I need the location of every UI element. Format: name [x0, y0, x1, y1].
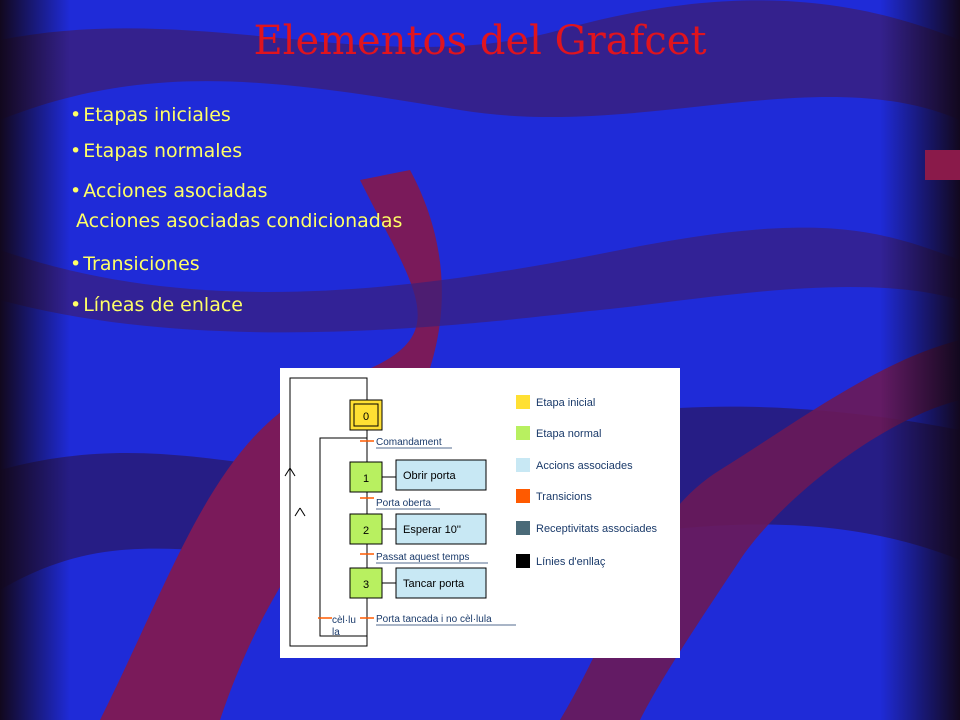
bullet-text: Líneas de enlace [83, 294, 243, 316]
step-number: 1 [362, 473, 370, 485]
legend [516, 395, 658, 568]
action-label: Esperar 10'' [403, 524, 462, 536]
legend-swatch [516, 458, 530, 472]
bullet-dot-icon: • [70, 253, 82, 275]
bullet-text: Etapas normales [83, 140, 243, 162]
legend-swatch [516, 521, 530, 535]
bullet-item [70, 104, 231, 126]
bullet-item [70, 294, 243, 316]
bullet-text: Acciones asociadas [83, 180, 268, 202]
slide-title: Elementos del Grafcet [253, 18, 707, 64]
bullet-subitem [76, 210, 402, 232]
bullet-item [70, 180, 268, 202]
bullet-dot-icon: • [70, 294, 82, 316]
legend-label: Línies d'enllaç [536, 556, 606, 568]
step-number: 3 [362, 579, 370, 591]
bullet-text: Etapas iniciales [83, 104, 231, 126]
legend-swatch [516, 426, 530, 440]
legend-label: Transicions [536, 491, 592, 503]
receptivity-label: la [332, 627, 340, 638]
bullet-text: Acciones asociadas condicionadas [76, 210, 403, 232]
receptivity-label: Porta oberta [376, 498, 432, 509]
grafcet-diagram [280, 368, 680, 658]
legend-label: Etapa inicial [536, 397, 596, 409]
legend-swatch [516, 395, 530, 409]
legend-label: Receptivitats associades [536, 523, 658, 535]
step-number: 0 [362, 411, 370, 423]
bullet-item [70, 140, 242, 162]
bullet-dot-icon: • [70, 180, 82, 202]
receptivity-label: Passat aquest temps [376, 552, 470, 563]
legend-swatch [516, 489, 530, 503]
bullet-dot-icon: • [70, 104, 82, 126]
receptivity-label: cèl·lu [332, 615, 356, 626]
action-links [382, 477, 396, 583]
legend-label: Accions associades [536, 460, 633, 472]
legend-swatch [516, 554, 530, 568]
step-number: 2 [362, 525, 370, 537]
bullet-dot-icon: • [70, 140, 82, 162]
action-label: Obrir porta [403, 470, 456, 482]
bullet-item [70, 253, 200, 275]
action-label: Tancar porta [403, 578, 465, 590]
grafcet-diagram-figure [280, 368, 680, 658]
receptivity-label: Comandament [376, 437, 442, 448]
legend-label: Etapa normal [536, 428, 602, 440]
bullet-text: Transiciones [83, 253, 200, 275]
receptivity-label: Porta tancada i no cèl·lula [376, 614, 492, 625]
